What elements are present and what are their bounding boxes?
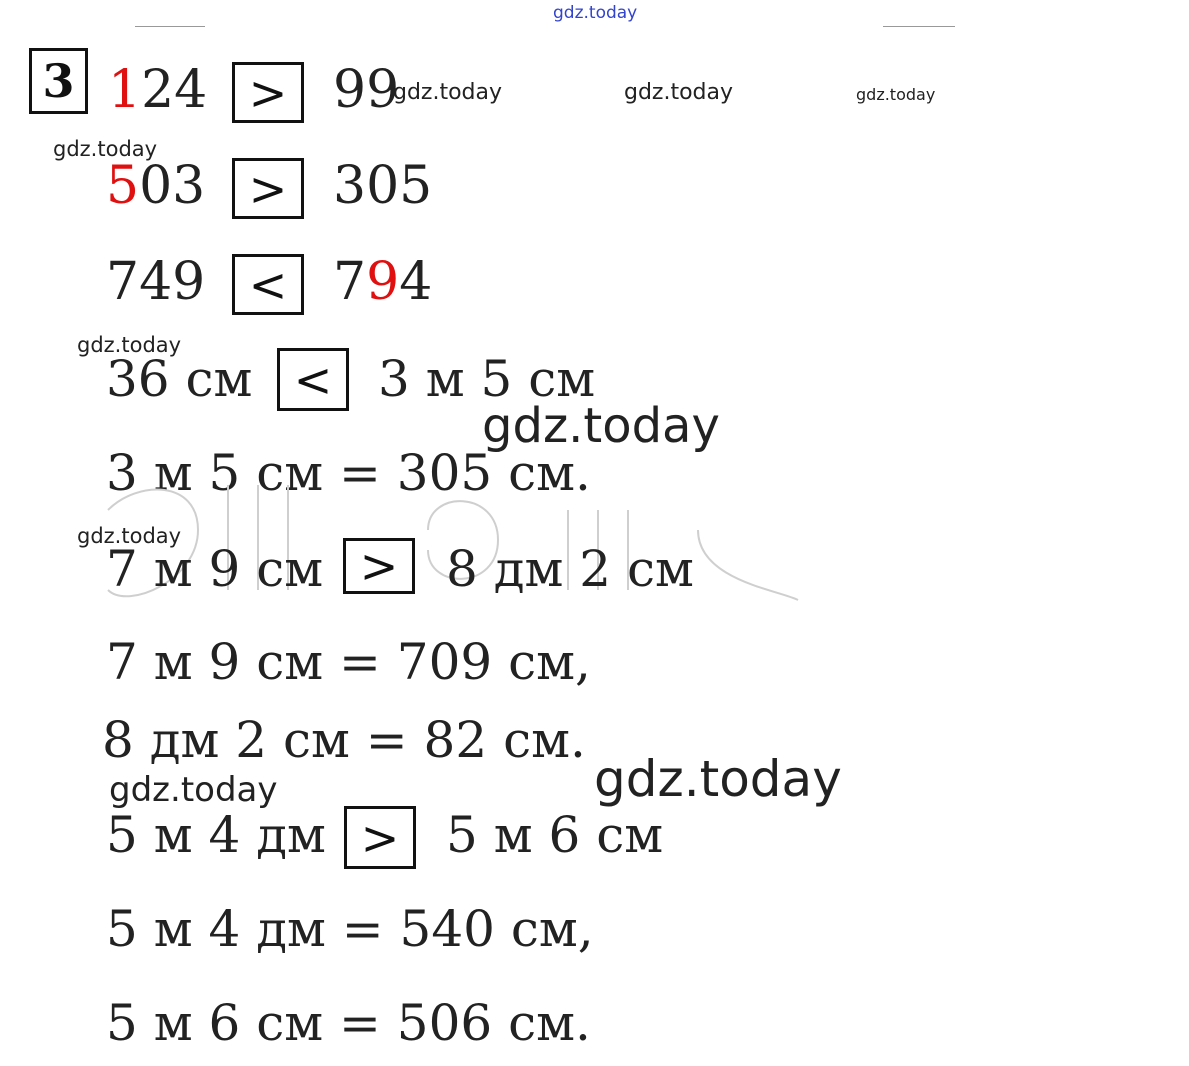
- measure-3-left: 5 м 4 дм: [106, 806, 326, 864]
- watermark: gdz.today: [109, 770, 278, 810]
- measure-2-left: 7 м 9 см: [106, 540, 324, 598]
- watermark: gdz.today: [77, 333, 182, 357]
- comparison-1-right: 99: [333, 60, 400, 120]
- comparison-1-left: 124: [108, 60, 208, 120]
- measure-1-left: 36 см: [106, 350, 253, 408]
- measure-1-note-1: 3 м 5 см = 305 см.: [106, 444, 591, 502]
- watermark: gdz.today: [594, 750, 842, 808]
- watermark: gdz.today: [624, 80, 734, 105]
- comparison-1-sign: >: [232, 62, 304, 123]
- measure-2-note-2: 8 дм 2 см = 82 см.: [102, 711, 586, 769]
- measure-3-note-1: 5 м 4 дм = 540 см,: [106, 900, 594, 958]
- comparison-3-sign: <: [232, 254, 304, 315]
- highlighted-digit: 9: [366, 252, 400, 312]
- comparison-2-right: 305: [333, 156, 433, 216]
- watermark: gdz.today: [77, 524, 182, 548]
- highlighted-digit: 5: [106, 156, 140, 216]
- watermark: gdz.today: [53, 137, 158, 161]
- comparison-2-sign: >: [232, 158, 304, 219]
- measure-1-sign: <: [277, 348, 349, 411]
- watermark: gdz.today: [856, 85, 936, 104]
- comparison-2-left: 503: [106, 156, 206, 216]
- measure-1-right: 3 м 5 см: [378, 350, 596, 408]
- watermark: gdz.today: [393, 80, 503, 105]
- header-rule-right: [883, 26, 955, 27]
- header-watermark: gdz.today: [553, 3, 638, 23]
- measure-3-note-2: 5 м 6 см = 506 см.: [106, 994, 591, 1052]
- measure-3-sign: >: [344, 806, 416, 869]
- measure-2-sign: >: [343, 538, 415, 594]
- highlighted-digit: 1: [108, 60, 142, 120]
- measure-2-note-1: 7 м 9 см = 709 см,: [106, 633, 591, 691]
- comparison-3-left: 749: [106, 252, 206, 312]
- comparison-3-right: 794: [333, 252, 433, 312]
- header-rule-left: [135, 26, 205, 27]
- measure-2-right: 8 дм 2 см: [446, 540, 694, 598]
- watermark: gdz.today: [482, 398, 720, 454]
- measure-3-right: 5 м 6 см: [446, 806, 664, 864]
- task-number: 3: [29, 48, 88, 114]
